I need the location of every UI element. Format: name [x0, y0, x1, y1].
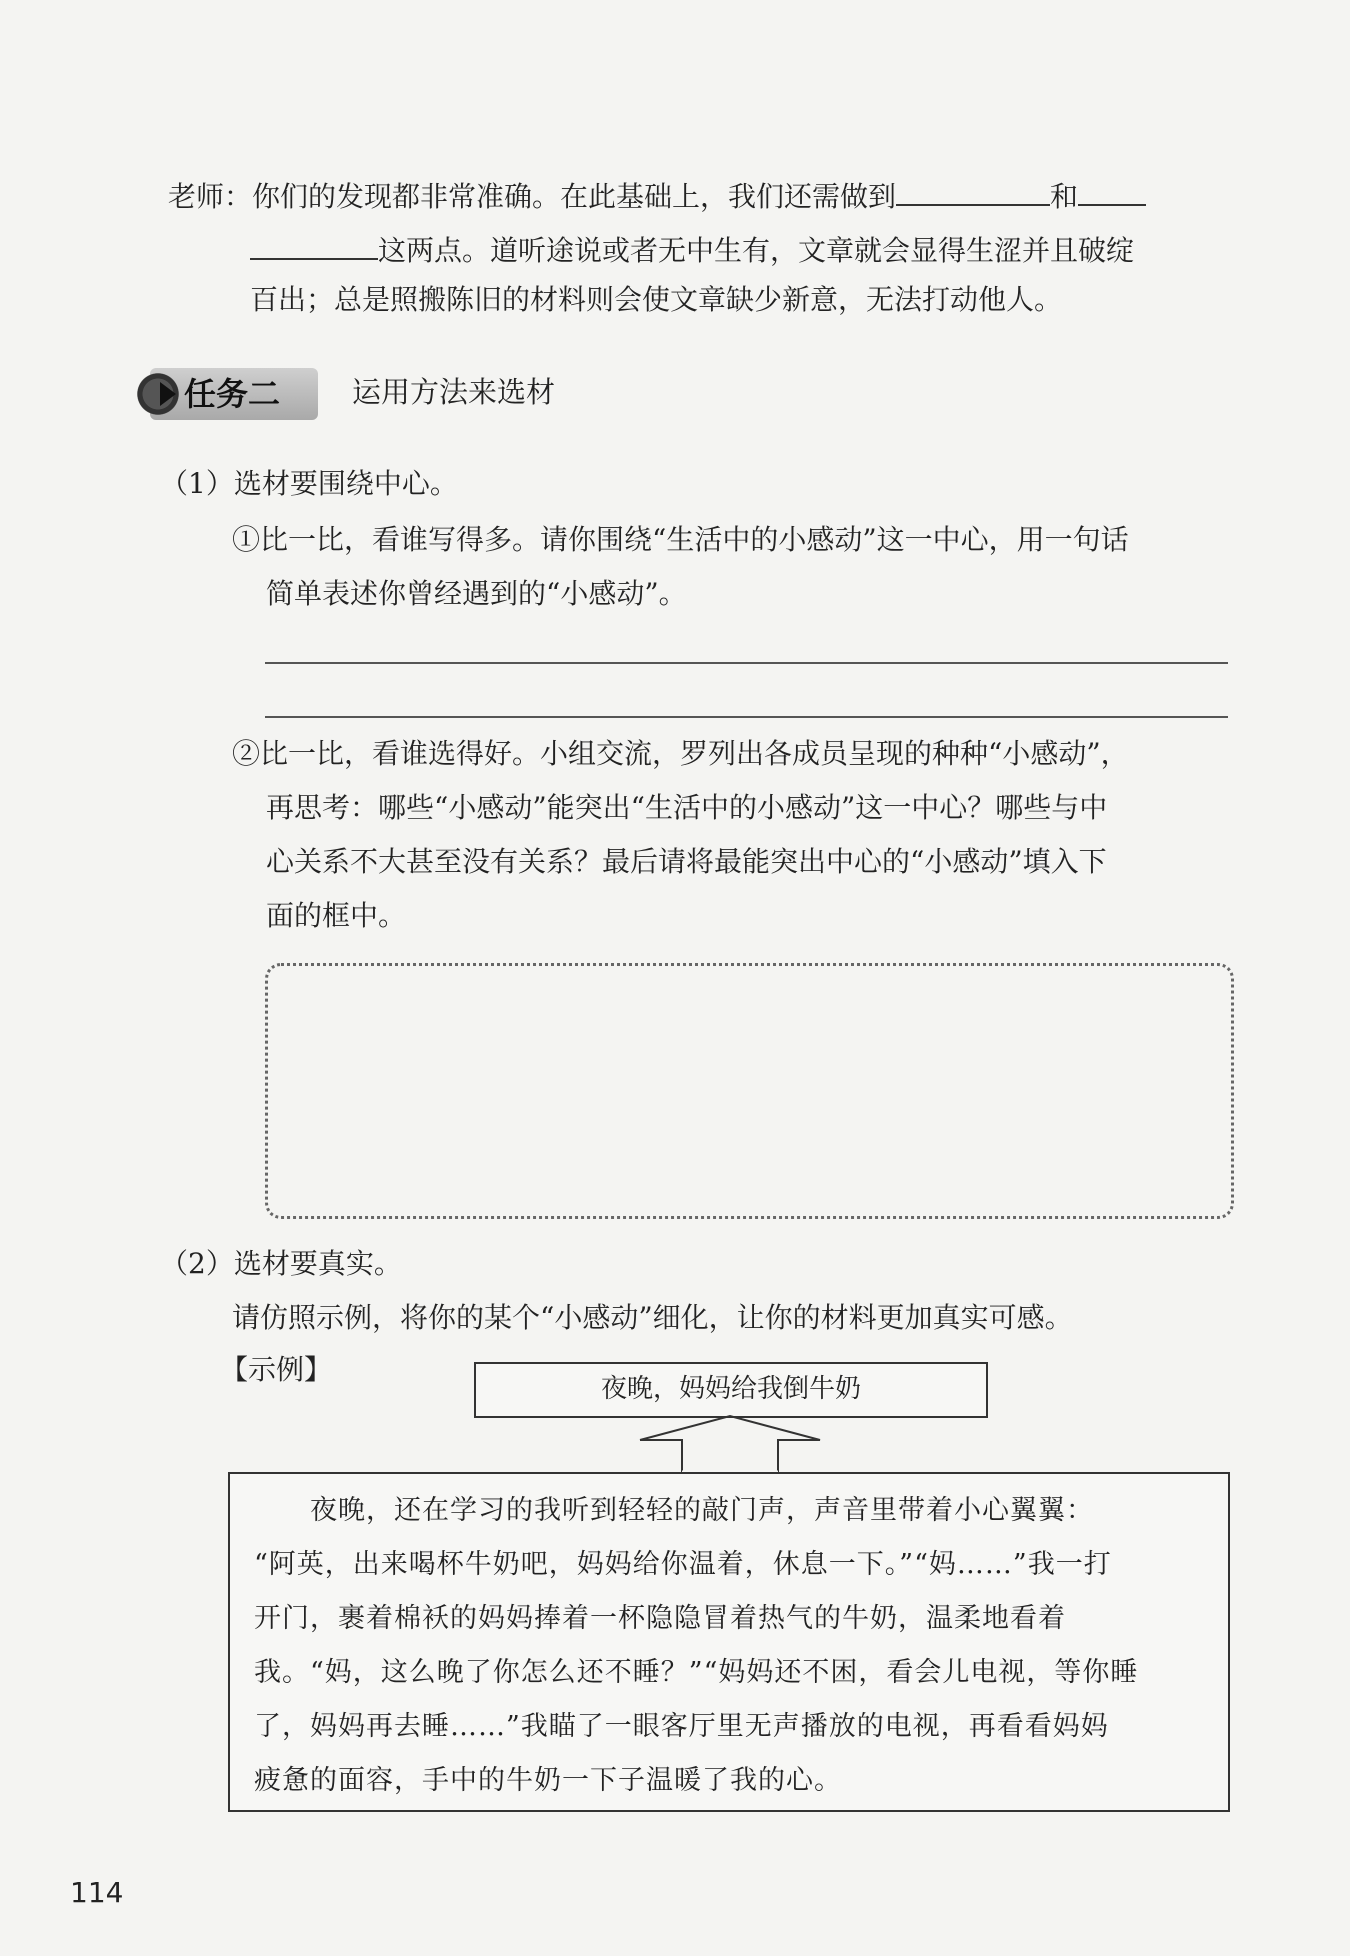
- q2-line-4: 面的框中。: [266, 899, 407, 932]
- teacher-line-1: [168, 174, 1146, 215]
- arrow-icon: [160, 382, 176, 406]
- teacher-text-1b: 和: [1050, 180, 1079, 213]
- teacher-line-2: [250, 228, 1134, 269]
- example-label: 【示例】: [220, 1353, 333, 1386]
- answer-line-1[interactable]: [265, 662, 1228, 664]
- example-line-6: 疲惫的面容，手中的牛奶一下子温暖了我的心。: [254, 1765, 842, 1796]
- part1-heading: （1）选材要围绕中心。: [160, 467, 458, 500]
- part2-instruction: 请仿照示例，将你的某个“小感动”细化，让你的材料更加真实可感。: [232, 1301, 1073, 1334]
- example-line-3: 开门，裹着棉袄的妈妈捧着一杯隐隐冒着热气的牛奶，温柔地看着: [254, 1603, 1066, 1634]
- example-line-4: 我。“妈，这么晚了你怎么还不睡？”“妈妈还不困，看会儿电视，等你睡: [254, 1657, 1139, 1688]
- q2-line-2: 再思考：哪些“小感动”能突出“生活中的小感动”这一中心？哪些与中: [266, 791, 1108, 824]
- blank-2b[interactable]: [250, 228, 378, 260]
- q1-line-2: 简单表述你曾经遇到的“小感动”。: [266, 577, 687, 610]
- connector-arrow: [630, 1414, 830, 1474]
- task-badge: [150, 368, 318, 420]
- part2-heading: （2）选材要真实。: [160, 1247, 402, 1280]
- example-title: 夜晚，妈妈给我倒牛奶: [600, 1374, 861, 1404]
- task-title: 运用方法来选材: [352, 375, 556, 409]
- task-badge-label: 任务二: [184, 375, 281, 413]
- answer-box[interactable]: [265, 963, 1234, 1219]
- example-body-box: [228, 1472, 1230, 1812]
- example-line-2: “阿英，出来喝杯牛奶吧，妈妈给你温着，休息一下。”“妈……”我一打: [254, 1549, 1112, 1580]
- page-number: 114: [70, 1876, 124, 1909]
- blank-1[interactable]: [896, 174, 1050, 206]
- q1-line-1: ①比一比，看谁写得多。请你围绕“生活中的小感动”这一中心，用一句话: [232, 523, 1129, 556]
- answer-line-2[interactable]: [265, 716, 1228, 718]
- teacher-text-1a: 老师：你们的发现都非常准确。在此基础上，我们还需做到: [168, 180, 897, 213]
- example-line-5: 了，妈妈再去睡……”我瞄了一眼客厅里无声播放的电视，再看看妈妈: [254, 1711, 1109, 1742]
- teacher-line-3: 百出；总是照搬陈旧的材料则会使文章缺少新意，无法打动他人。: [250, 283, 1063, 316]
- example-line-1: 夜晚，还在学习的我听到轻轻的敲门声，声音里带着小心翼翼：: [254, 1495, 1094, 1526]
- teacher-text-2: 这两点。道听途说或者无中生有，文章就会显得生涩并且破绽: [378, 234, 1135, 267]
- example-title-box: [474, 1362, 988, 1418]
- q2-line-1: ②比一比，看谁选得好。小组交流，罗列出各成员呈现的种种“小感动”，: [232, 737, 1129, 770]
- q2-line-3: 心关系不大甚至没有关系？最后请将最能突出中心的“小感动”填入下: [266, 845, 1107, 878]
- blank-2a[interactable]: [1078, 174, 1146, 206]
